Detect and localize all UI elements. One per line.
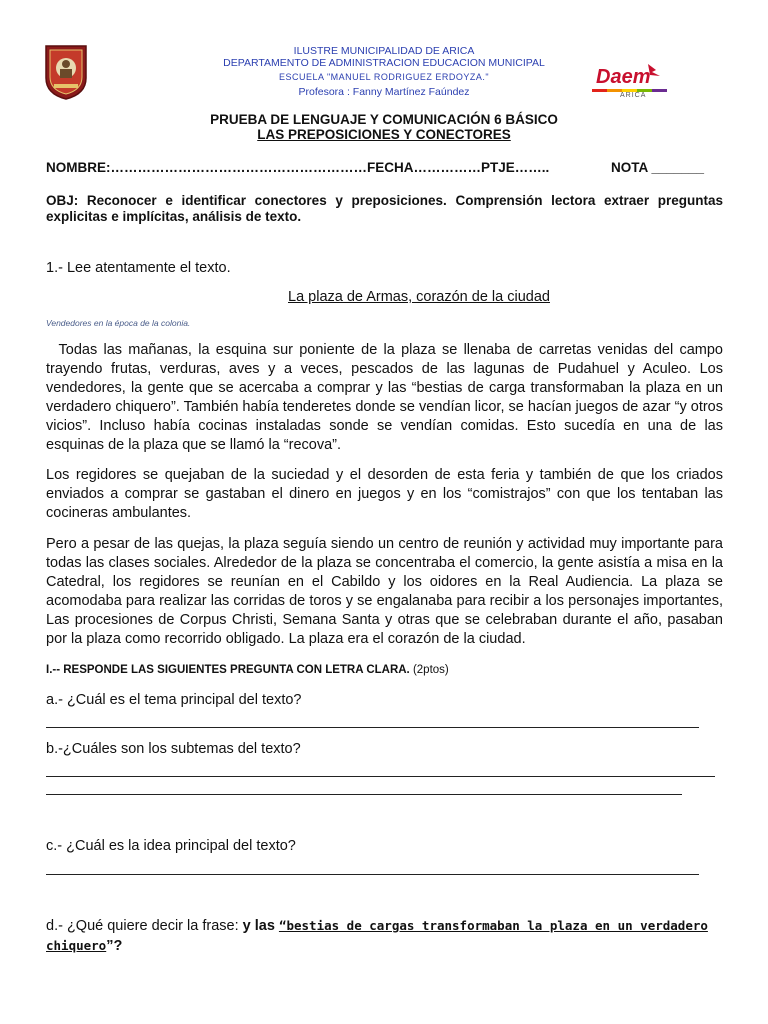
question-d-bold: y las	[242, 918, 279, 934]
question-b: b.-¿Cuáles son los subtemas del texto?	[46, 741, 301, 757]
header-school: ESCUELA "MANUEL RODRIGUEZ ERDOYZA."	[278, 72, 490, 82]
header-department: DEPARTAMENTO DE ADMINISTRACION EDUCACION MUNICIPAL	[223, 57, 545, 69]
section-points: (2ptos)	[412, 664, 449, 676]
objective-text: OBJ: Reconocer e identificar conectores y preposiciones. Comprensión lectora extraer preguntas explicitas e implícitas, análisis de texto.	[46, 193, 723, 224]
header-municipality: ILUSTRE MUNICIPALIDAD DE ARICA	[293, 45, 475, 57]
question-d-end: ”?	[106, 938, 123, 954]
question-d-prefix: d.- ¿Qué quiere decir la frase:	[46, 918, 243, 934]
answer-line-c[interactable]	[46, 874, 699, 875]
test-subtitle: LAS PREPOSICIONES Y CONECTORES	[257, 127, 511, 142]
answer-line-b1[interactable]	[46, 776, 715, 777]
student-info-fields: NOMBRE:…………………………………………………FECHA……………PTJE……..	[46, 160, 550, 175]
header-teacher: Profesora : Fanny Martínez Faúndez	[298, 86, 470, 98]
daem-logo	[590, 62, 670, 102]
reading-title: La plaza de Armas, corazón de la ciudad	[288, 289, 550, 305]
reading-paragraph-1: Todas las mañanas, la esquina sur poniente de la plaza se llenaba de carretas venidas del campo trayendo frutas, verduras, aves y a veces, pescados de las lagunas de Pudahuel y Aculeo. Los vendedores, la gente que se acercaba a comprar y las “bestias de carga transformaban la plaza en un verdadero chiquero”. También había tenderetes donde se vendían licor, se hacían juegos de azar “y otros vicios”. Incluso había cocinas instaladas sonde se vendían comidas. Esto sucedía en una de las esquinas de la plaza que se llamó la “recova”.	[46, 342, 728, 453]
daem-logo-subtext: ARICA	[620, 92, 647, 99]
grade-field: NOTA _______	[611, 160, 705, 175]
question-d	[46, 916, 723, 956]
test-title: PRUEBA DE LENGUAJE Y COMUNICACIÓN 6 BÁSICO	[210, 112, 558, 127]
question-c: c.- ¿Cuál es la idea principal del texto?	[46, 838, 296, 854]
answer-line-a[interactable]	[46, 727, 699, 728]
answer-line-b2[interactable]	[46, 794, 682, 795]
reading-instruction: 1.- Lee atentamente el texto.	[46, 260, 231, 276]
daem-logo-text: Daem	[596, 66, 651, 88]
question-d-quote: “bestias de cargas transformaban la plaza en un verdadero chiquero	[46, 918, 708, 953]
reading-paragraph-3: Pero a pesar de las quejas, la plaza seguía siendo un centro de reunión y actividad muy importante para todas las clases sociales. Alrededor de la plaza se concentraba el comercio, la gente asistía a misa en la Catedral, los regidores se reunían en el Cabildo y los oidores en la Real Audiencia. La plaza se acomodaba para realizar las corridas de toros y se engalanaba para recibir a los personajes importantes, Las procesiones de Corpus Christi, Semana Santa y otras que se celebraban durante el año, pasaban por la plaza como recorrido obligado. La plaza era el corazón de la ciudad.	[46, 536, 723, 647]
section-heading	[46, 664, 449, 676]
question-a: a.- ¿Cuál es el tema principal del texto?	[46, 692, 302, 708]
section-heading-text: I.-- RESPONDE LAS SIGUIENTES PREGUNTA CON LETRA CLARA.	[46, 664, 413, 676]
image-caption: Vendedores en la época de la colonia.	[46, 318, 191, 328]
reading-paragraph-2: Los regidores se quejaban de la suciedad y el desorden de esta feria y también de que los criados enviados a comprar se gastaban el dinero en juegos y en los “comistrajos” con que los tentaban las cocineras ambulantes.	[46, 467, 723, 521]
